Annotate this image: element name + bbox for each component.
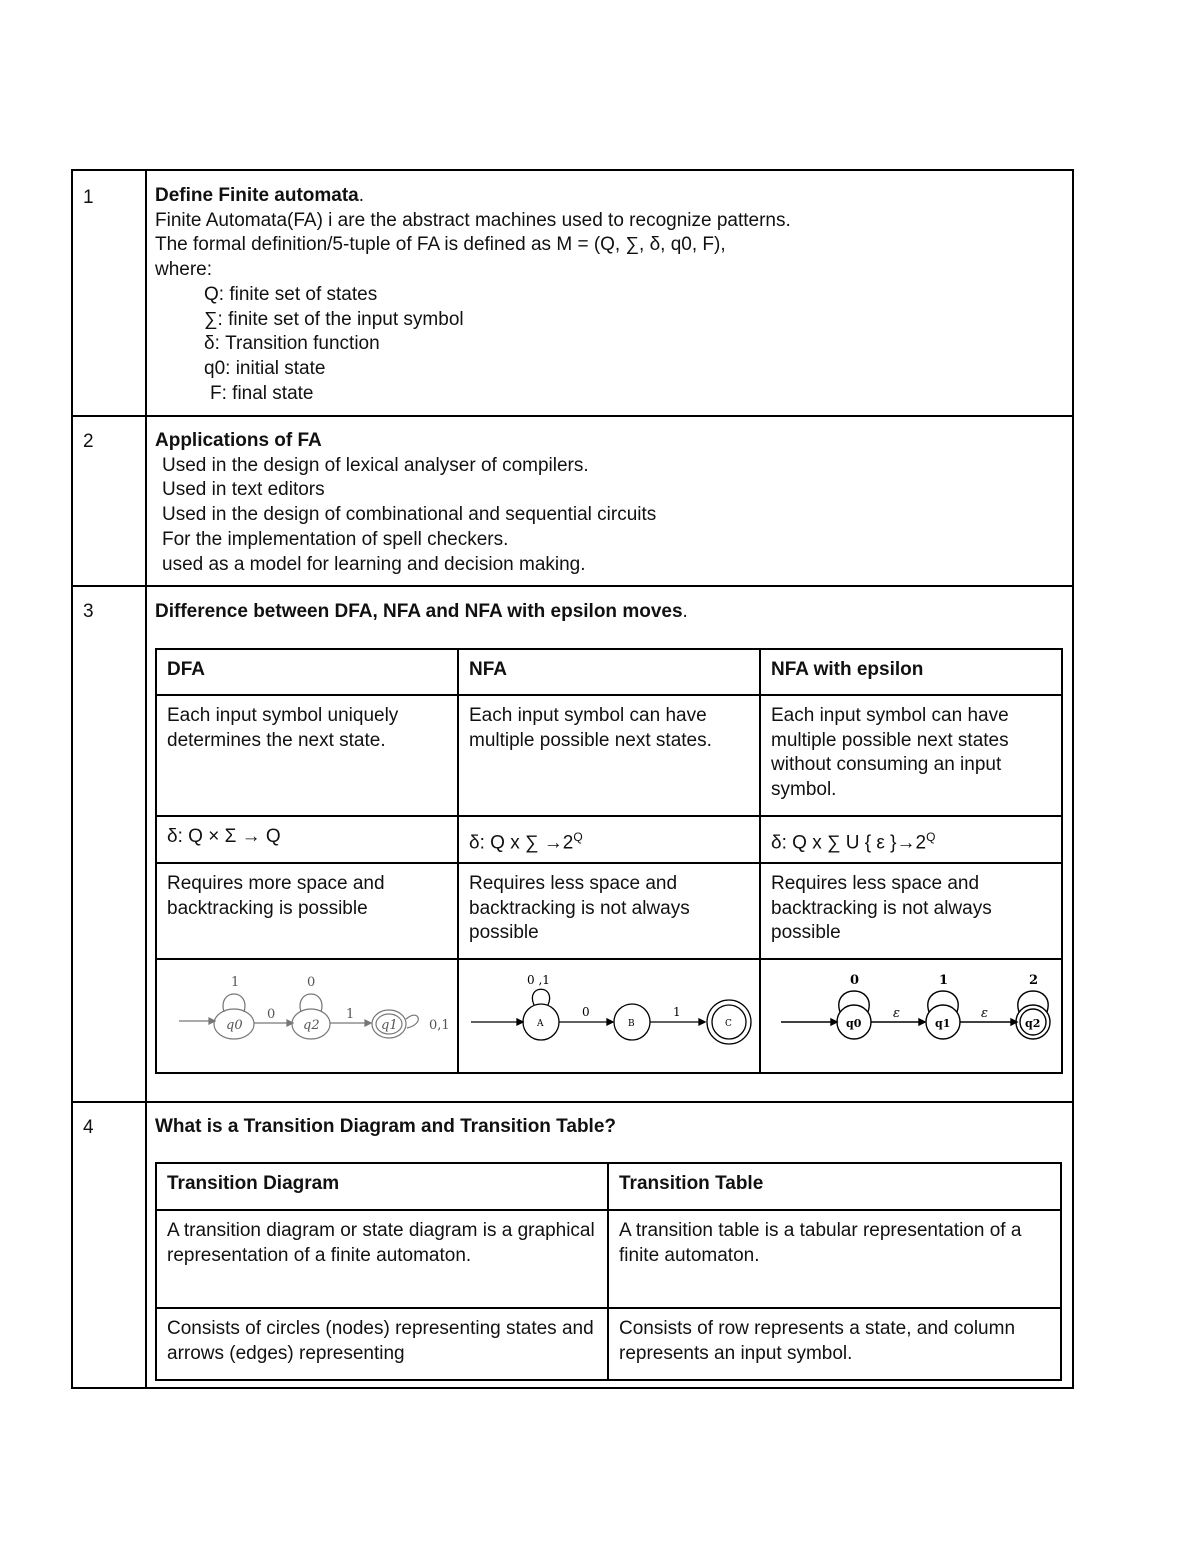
q4-title: What is a Transition Diagram and Transition Table? bbox=[155, 1116, 617, 1137]
dfa-state-label: q2 bbox=[303, 1018, 320, 1034]
nfa-loop-label: 0 ,1 bbox=[527, 973, 550, 988]
dfa-loop-label: 1 bbox=[231, 975, 240, 991]
row-divider bbox=[73, 1101, 1072, 1103]
nfa-edge-label: 0 bbox=[582, 1005, 590, 1020]
row-number: 2 bbox=[83, 431, 94, 452]
q3-title-line bbox=[155, 600, 1062, 625]
q2-item: Used in text editors bbox=[162, 479, 325, 501]
nfa-epsilon-description: Each input symbol can have multiple possible next states without consuming an input symbol. bbox=[760, 695, 1062, 816]
q3-title: Difference between DFA, NFA and NFA with epsilon moves bbox=[155, 601, 683, 622]
eps-edge-label: ε bbox=[893, 1006, 900, 1022]
q1-line: where: bbox=[155, 259, 213, 281]
arrowhead bbox=[607, 1019, 613, 1025]
eps-state-label: q0 bbox=[846, 1017, 862, 1031]
q1-content bbox=[155, 184, 1062, 406]
nfa-delta-text: δ: Q x ∑ →2 bbox=[469, 832, 574, 854]
table-definition: A transition table is a tabular representation of a finite automaton. bbox=[608, 1210, 1061, 1308]
nfa-state-diagram bbox=[459, 960, 759, 1064]
arrowhead bbox=[699, 1019, 705, 1025]
nfa-state-label: C bbox=[725, 1019, 732, 1030]
q2-item: Used in the design of combinational and sequential circuits bbox=[162, 504, 657, 526]
arrowhead bbox=[831, 1019, 837, 1025]
arrowhead bbox=[919, 1019, 925, 1025]
q1-line: Finite Automata(FA) i are the abstract machines used to recognize patterns. bbox=[155, 209, 791, 231]
epsilon-state-diagram bbox=[761, 960, 1061, 1064]
q2-title: Applications of FA bbox=[155, 430, 322, 451]
nfa-state-label: B bbox=[628, 1019, 635, 1030]
q2-item: For the implementation of spell checkers. bbox=[162, 528, 509, 550]
dfa-description: Each input symbol uniquely determines the next state. bbox=[156, 695, 458, 816]
diagram-definition: A transition diagram or state diagram is a graphical representation of a finite automaton. bbox=[156, 1210, 608, 1308]
dfa-state-diagram bbox=[157, 960, 457, 1064]
q1-title-suffix: . bbox=[358, 185, 365, 206]
eps-loop-label: 0 bbox=[850, 973, 860, 989]
q1-item: δ: Transition function bbox=[204, 333, 380, 355]
epsilon-diagram-cell bbox=[760, 959, 1062, 1073]
column-divider bbox=[145, 171, 147, 1387]
header-dfa: DFA bbox=[156, 649, 458, 695]
header-nfa: NFA bbox=[458, 649, 760, 695]
dfa-state-label: q0 bbox=[226, 1018, 243, 1034]
eps-loop-label: 1 bbox=[939, 973, 949, 989]
eps-delta-text: δ: Q x ∑ U { ε }→2 bbox=[771, 832, 927, 854]
table-structure: Consists of row represents a state, and column represents an input symbol. bbox=[608, 1308, 1061, 1380]
nfa-epsilon-space: Requires less space and backtracking is not always possible bbox=[760, 863, 1062, 959]
loop-q1 bbox=[406, 1015, 418, 1028]
q1-title: Define Finite automata bbox=[155, 185, 359, 206]
row-number: 3 bbox=[83, 601, 94, 622]
arrowhead bbox=[517, 1019, 523, 1025]
q1-line: The formal definition/5-tuple of FA is defined as M = (Q, ∑, δ, q0, F), bbox=[155, 234, 726, 256]
nfa-space: Requires less space and backtracking is not always possible bbox=[458, 863, 760, 959]
header-transition-table: Transition Table bbox=[608, 1163, 1061, 1210]
q1-item: ∑: finite set of the input symbol bbox=[204, 308, 464, 330]
transition-table bbox=[155, 1162, 1062, 1381]
superscript: Q bbox=[926, 830, 936, 844]
dfa-loop-label: 0,1 bbox=[429, 1018, 450, 1034]
dfa-diagram-cell bbox=[156, 959, 458, 1073]
row-divider bbox=[73, 585, 1072, 587]
q2-content bbox=[155, 429, 1062, 577]
q1-title-line bbox=[155, 184, 1062, 209]
eps-loop-label: 2 bbox=[1029, 973, 1039, 989]
nfa-state-label: A bbox=[537, 1019, 544, 1030]
nfa-epsilon-transition-function bbox=[760, 816, 1062, 863]
eps-state-label: q2 bbox=[1025, 1017, 1041, 1031]
dfa-state-label: q1 bbox=[381, 1018, 398, 1034]
nfa-description: Each input symbol can have multiple possible next states. bbox=[458, 695, 760, 816]
comparison-table bbox=[155, 648, 1063, 1074]
superscript: Q bbox=[573, 830, 583, 844]
dfa-loop-label: 0 bbox=[307, 975, 316, 991]
eps-edge-label: ε bbox=[981, 1006, 988, 1022]
dfa-edge-label: 1 bbox=[346, 1007, 355, 1023]
q1-item: q0: initial state bbox=[204, 357, 326, 379]
q2-item: used as a model for learning and decision making. bbox=[162, 553, 586, 575]
dfa-transition-function: δ: Q × Σ → Q bbox=[156, 816, 458, 863]
nfa-diagram-cell bbox=[458, 959, 760, 1073]
header-nfa-epsilon: NFA with epsilon bbox=[760, 649, 1062, 695]
q3-title-suffix: . bbox=[682, 601, 688, 622]
dfa-edge-label: 0 bbox=[267, 1007, 276, 1023]
nfa-transition-function bbox=[458, 816, 760, 863]
row-divider bbox=[73, 415, 1072, 417]
row-number: 1 bbox=[83, 187, 94, 208]
q4-title-line bbox=[155, 1115, 1062, 1140]
q2-item: Used in the design of lexical analyser of compilers. bbox=[162, 454, 589, 476]
loop-a bbox=[532, 989, 549, 1005]
diagram-structure: Consists of circles (nodes) representing states and arrows (edges) representing bbox=[156, 1308, 608, 1380]
qa-table bbox=[71, 169, 1074, 1389]
q1-item: F: final state bbox=[210, 382, 314, 404]
q1-item: Q: finite set of states bbox=[204, 283, 378, 305]
eps-state-label: q1 bbox=[935, 1017, 951, 1031]
dfa-space: Requires more space and backtracking is possible bbox=[156, 863, 458, 959]
header-transition-diagram: Transition Diagram bbox=[156, 1163, 608, 1210]
arrowhead bbox=[365, 1020, 371, 1026]
row-number: 4 bbox=[83, 1117, 94, 1138]
nfa-edge-label: 1 bbox=[673, 1005, 681, 1020]
